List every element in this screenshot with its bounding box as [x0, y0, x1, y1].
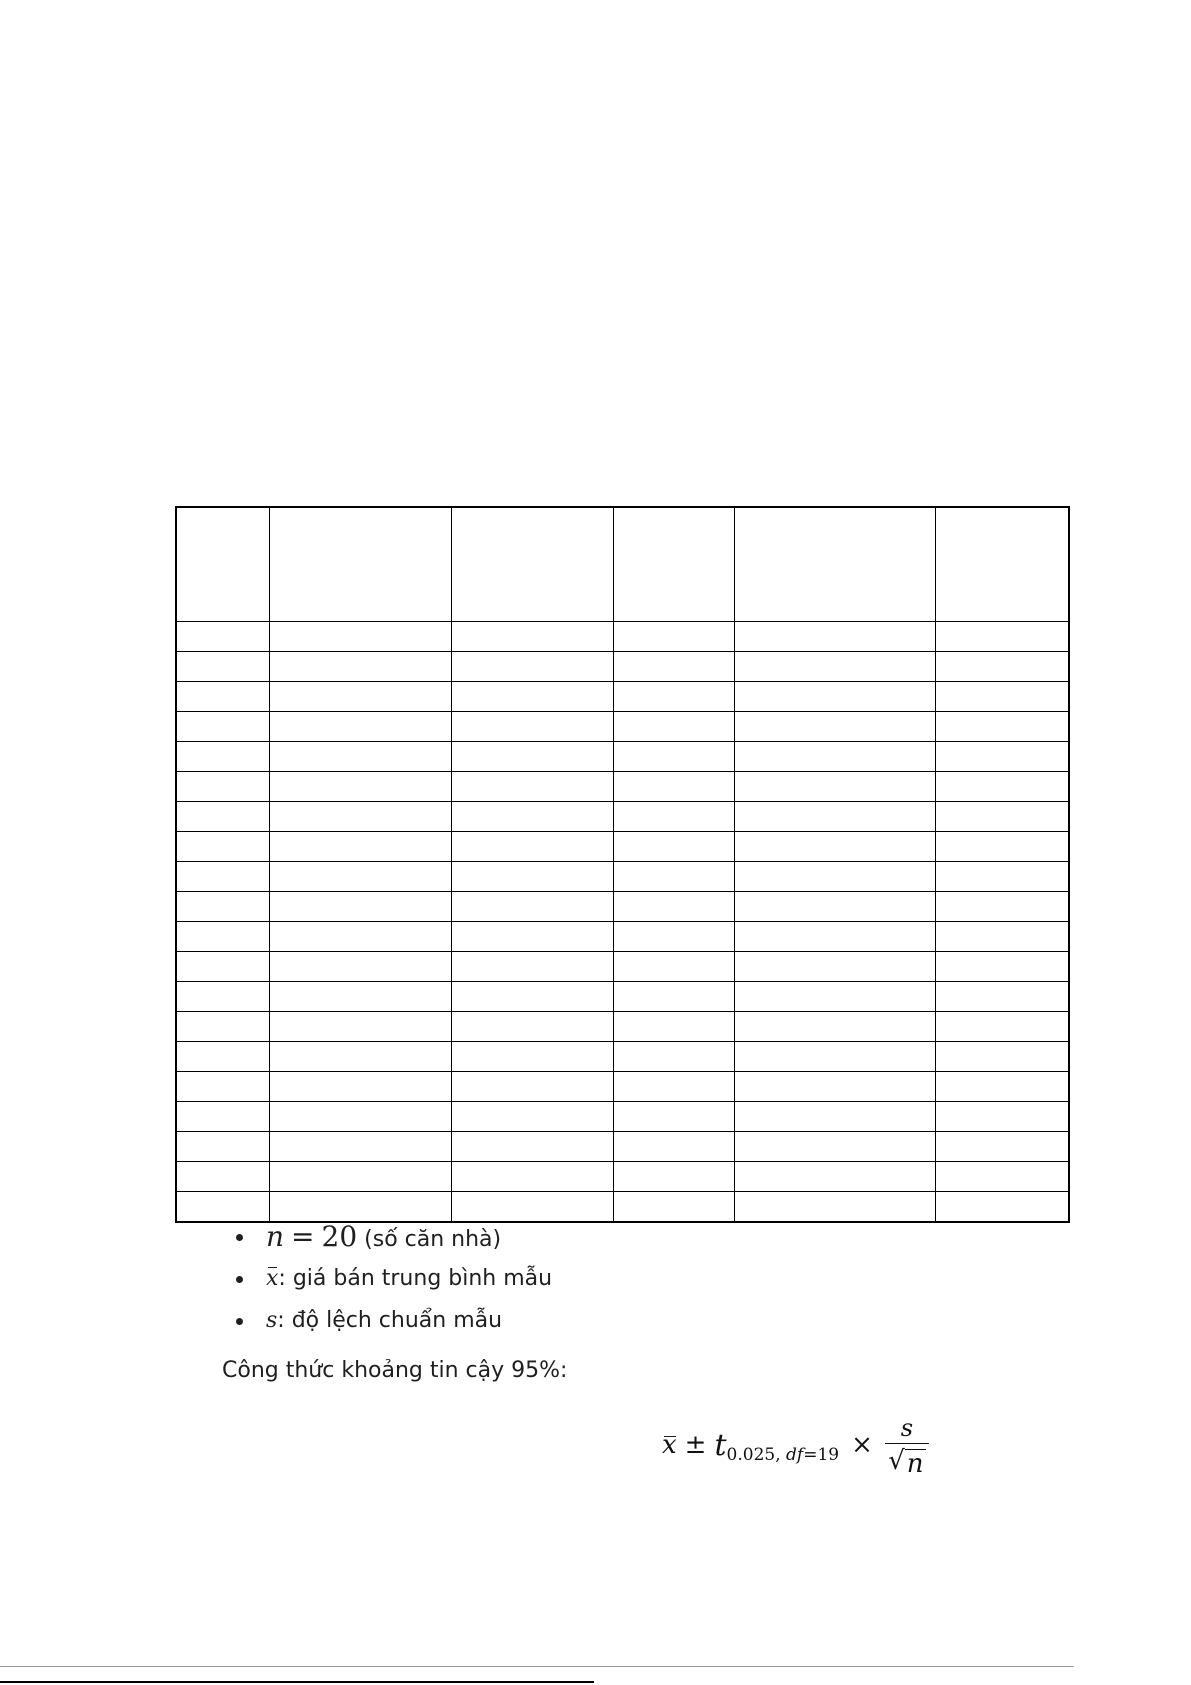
table-cell [935, 622, 1069, 652]
table-cell [935, 802, 1069, 832]
table-cell [613, 682, 734, 712]
sqrt-icon: √ [888, 1445, 905, 1476]
list-item-text: : độ lệch chuẩn mẫu [277, 1308, 503, 1333]
table-cell [176, 892, 269, 922]
confidence-interval-formula [662, 1405, 929, 1485]
table-cell [176, 652, 269, 682]
formula-intro: Công thức khoảng tin cậy 95%: [222, 1358, 568, 1383]
table-header-row [176, 507, 1069, 622]
table-cell [269, 1042, 451, 1072]
table-cell [734, 622, 935, 652]
table-cell [176, 832, 269, 862]
table-cell [613, 862, 734, 892]
table-cell [451, 892, 613, 922]
table-cell [613, 1012, 734, 1042]
table-cell [269, 1012, 451, 1042]
table-cell [269, 1192, 451, 1223]
table-cell [176, 1162, 269, 1192]
table-row [176, 772, 1069, 802]
table-cell [176, 1192, 269, 1223]
formula-fraction [885, 1413, 929, 1478]
table-cell [613, 742, 734, 772]
table-row [176, 1012, 1069, 1042]
table-cell [176, 622, 269, 652]
table-cell [935, 652, 1069, 682]
table-cell [176, 1042, 269, 1072]
table-cell [176, 922, 269, 952]
table-cell [935, 1042, 1069, 1072]
table-cell [935, 862, 1069, 892]
table-cell [935, 892, 1069, 922]
table-cell [734, 802, 935, 832]
table-cell [176, 682, 269, 712]
table-cell [451, 952, 613, 982]
table-cell [613, 1042, 734, 1072]
table-cell [935, 832, 1069, 862]
table-row [176, 1132, 1069, 1162]
table-cell [176, 802, 269, 832]
table-cell [176, 1102, 269, 1132]
header-cell [613, 507, 734, 622]
table-cell [613, 652, 734, 682]
list-item [210, 1262, 552, 1304]
table-row [176, 652, 1069, 682]
table-cell [613, 622, 734, 652]
table-cell [935, 982, 1069, 1012]
table-cell [734, 1192, 935, 1223]
table-cell [734, 922, 935, 952]
table-cell [451, 1042, 613, 1072]
table-cell [451, 922, 613, 952]
table-cell [451, 652, 613, 682]
table-cell [269, 652, 451, 682]
table-cell [734, 832, 935, 862]
table-cell [935, 1162, 1069, 1192]
data-table [175, 506, 1070, 1223]
table-cell [176, 862, 269, 892]
table-cell [734, 952, 935, 982]
math-symbol-xbar: x [266, 1262, 278, 1296]
table-cell [451, 712, 613, 742]
header-cell [935, 507, 1069, 622]
table-cell [935, 1102, 1069, 1132]
table-cell [935, 952, 1069, 982]
table-cell [935, 1192, 1069, 1223]
table-cell [734, 1012, 935, 1042]
table-cell [269, 682, 451, 712]
bullet-icon [236, 1234, 243, 1241]
formula-plus-minus: ± [684, 1430, 707, 1460]
table-row [176, 1192, 1069, 1223]
table-cell [451, 1102, 613, 1132]
table-cell [451, 682, 613, 712]
header-cell [269, 507, 451, 622]
table-cell [734, 1102, 935, 1132]
table-row [176, 982, 1069, 1012]
table-cell [613, 832, 734, 862]
formula-subscript [727, 1445, 840, 1465]
table-cell [176, 1012, 269, 1042]
table-row [176, 1102, 1069, 1132]
table-cell [734, 1072, 935, 1102]
table-cell [176, 742, 269, 772]
subscript-eq: =19 [803, 1445, 840, 1465]
formula-t: t [714, 1427, 727, 1463]
table-cell [935, 742, 1069, 772]
table-cell [176, 982, 269, 1012]
list-item [210, 1220, 552, 1262]
table-cell [734, 982, 935, 1012]
table-cell [451, 1192, 613, 1223]
table-cell [269, 892, 451, 922]
header-cell [734, 507, 935, 622]
table-cell [269, 952, 451, 982]
table-cell [269, 622, 451, 652]
table-row [176, 802, 1069, 832]
table-cell [451, 1012, 613, 1042]
table-cell [734, 682, 935, 712]
math-value: 20 [321, 1220, 358, 1253]
table-cell [451, 622, 613, 652]
table-cell [613, 1102, 734, 1132]
table-cell [734, 1042, 935, 1072]
table-cell [935, 682, 1069, 712]
table-cell [269, 832, 451, 862]
header-cell [176, 507, 269, 622]
table-cell [935, 1012, 1069, 1042]
table-row [176, 892, 1069, 922]
fraction-denominator [888, 1444, 925, 1478]
table-cell [935, 1132, 1069, 1162]
table-body [176, 622, 1069, 1223]
table-cell [935, 922, 1069, 952]
table-cell [613, 1162, 734, 1192]
math-symbol-s: s [266, 1308, 278, 1333]
table-cell [613, 1072, 734, 1102]
table-cell [734, 892, 935, 922]
subscript-df: df [786, 1445, 804, 1465]
table-cell [269, 1162, 451, 1192]
table-cell [269, 862, 451, 892]
table-cell [451, 832, 613, 862]
list-item [210, 1304, 552, 1346]
table-cell [269, 1102, 451, 1132]
table-cell [935, 1072, 1069, 1102]
table-cell [451, 802, 613, 832]
table-row [176, 1072, 1069, 1102]
table-cell [734, 652, 935, 682]
table-cell [269, 922, 451, 952]
header-cell [451, 507, 613, 622]
list-item-text: : giá bán trung bình mẫu [278, 1266, 553, 1291]
table-cell [269, 1132, 451, 1162]
radicand: n [906, 1448, 924, 1479]
table-cell [613, 892, 734, 922]
table-cell [451, 742, 613, 772]
table-cell [613, 982, 734, 1012]
table-cell [451, 772, 613, 802]
table-cell [613, 1192, 734, 1223]
table-row [176, 862, 1069, 892]
table-cell [269, 1072, 451, 1102]
table-cell [269, 712, 451, 742]
table-cell [613, 1132, 734, 1162]
table-row [176, 1042, 1069, 1072]
table-cell [734, 1132, 935, 1162]
list-item-text: (số căn nhà) [364, 1227, 502, 1252]
table-cell [269, 772, 451, 802]
table-cell [734, 1162, 935, 1192]
bullet-list [210, 1220, 552, 1346]
table-cell [451, 1132, 613, 1162]
table-cell [613, 712, 734, 742]
footer-divider [0, 1666, 1074, 1667]
table-row [176, 922, 1069, 952]
table-cell [734, 772, 935, 802]
table-row [176, 952, 1069, 982]
bullet-icon [236, 1318, 243, 1325]
table-cell [269, 802, 451, 832]
subscript-value: 0.025, [726, 1445, 781, 1465]
table-cell [269, 982, 451, 1012]
table-cell [176, 1072, 269, 1102]
bullet-icon [236, 1276, 243, 1283]
table-row [176, 832, 1069, 862]
table-cell [176, 712, 269, 742]
table-cell [451, 862, 613, 892]
table-cell [613, 772, 734, 802]
table-cell [176, 772, 269, 802]
table-cell [734, 742, 935, 772]
table-cell [613, 802, 734, 832]
table-cell [176, 1132, 269, 1162]
table-cell [269, 742, 451, 772]
table-cell [613, 952, 734, 982]
table-cell [176, 952, 269, 982]
math-operator: = [291, 1220, 315, 1253]
formula-mean: x [662, 1430, 677, 1460]
table-row [176, 682, 1069, 712]
table-cell [734, 862, 935, 892]
table-cell [451, 982, 613, 1012]
table-cell [613, 922, 734, 952]
fraction-numerator: s [900, 1413, 914, 1442]
table-cell [935, 712, 1069, 742]
table-cell [734, 712, 935, 742]
footer-underline [0, 1681, 594, 1683]
table-cell [935, 772, 1069, 802]
table-row [176, 742, 1069, 772]
table-cell [451, 1072, 613, 1102]
table-row [176, 712, 1069, 742]
table-cell [451, 1162, 613, 1192]
formula-times: × [851, 1430, 873, 1460]
table-row [176, 622, 1069, 652]
math-symbol-n: n [266, 1220, 285, 1253]
table-row [176, 1162, 1069, 1192]
